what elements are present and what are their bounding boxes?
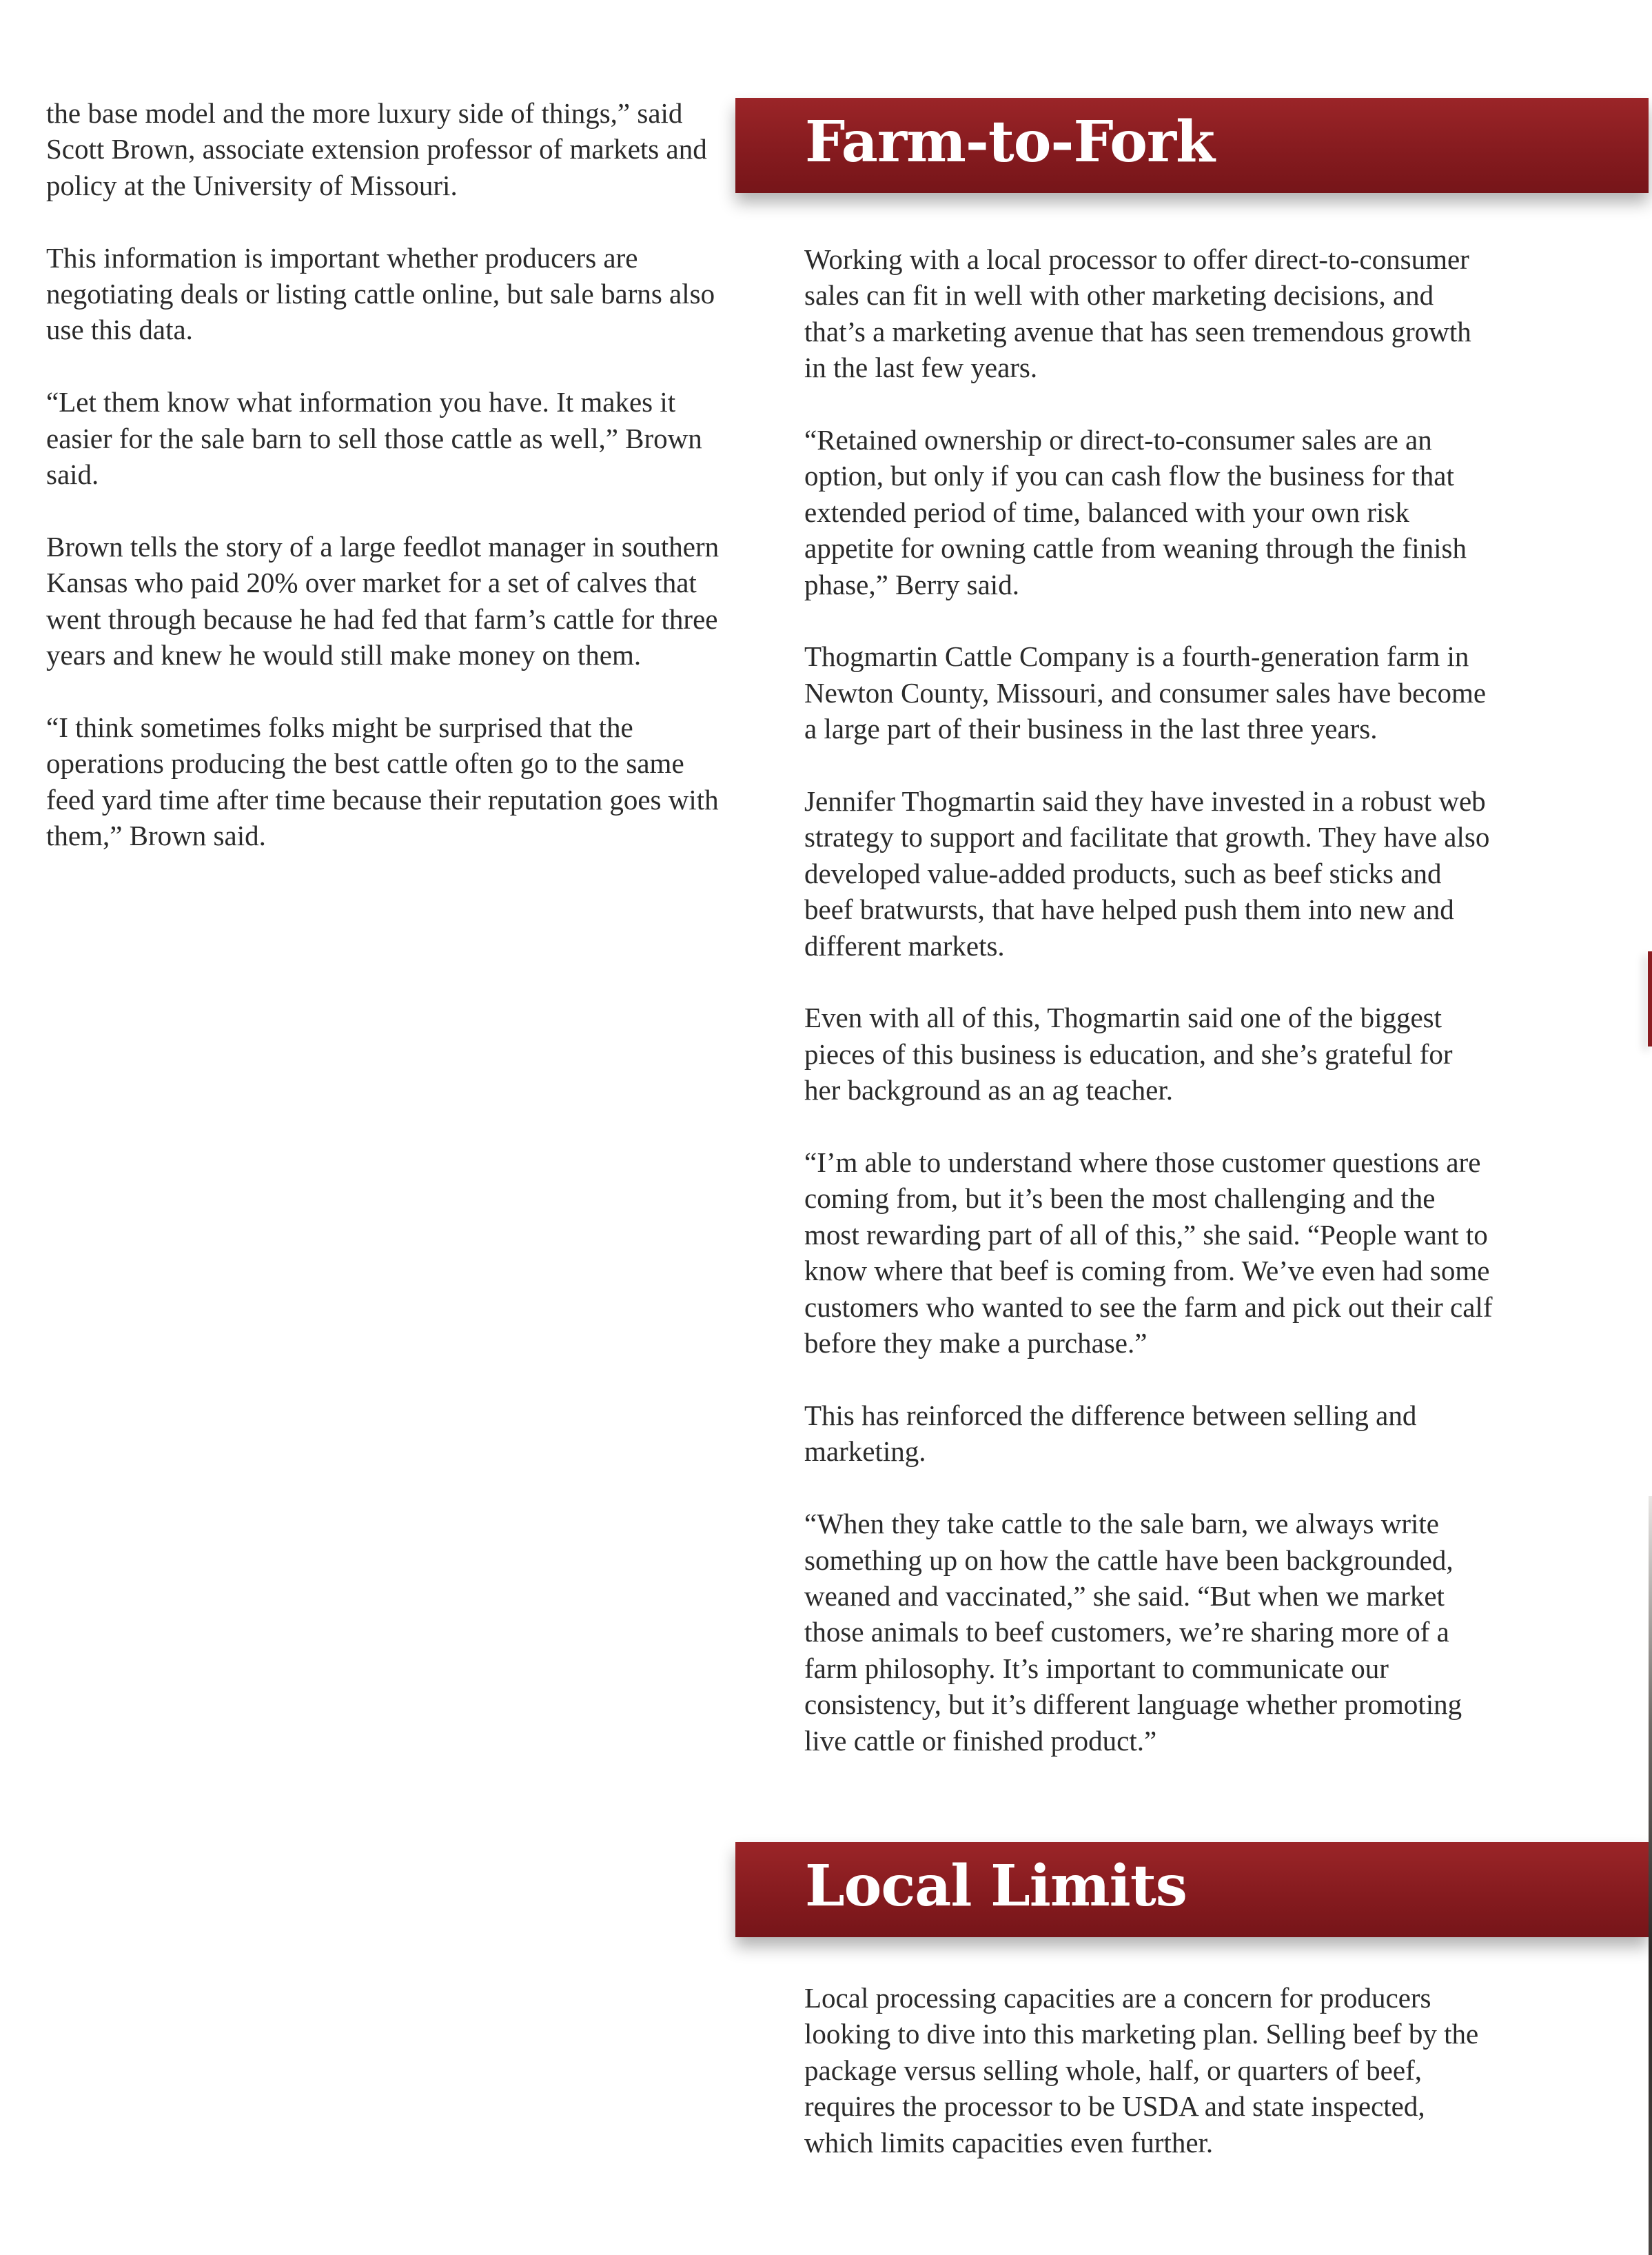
- paragraph: Even with all of this, Thogmartin said one of the biggest pieces of this business is education, and she’s grateful for her background as an ag teacher.: [804, 1002, 1453, 1106]
- paragraph: the base model and the more luxury side of things,” said Scott Brown, associate extension professor of markets and policy at the University of Missouri.: [46, 97, 707, 201]
- section-banner-local-limits: [735, 1842, 1649, 1937]
- paragraph: “Let them know what information you have. It makes it easier for the sale barn to sell those cattle as well,” Brown said.: [46, 386, 702, 491]
- paragraph: This has reinforced the difference between selling and marketing.: [804, 1399, 1417, 1468]
- section-heading: Farm-to-Fork: [805, 109, 1214, 175]
- paragraph: “I think sometimes folks might be surprised that the operations producing the best cattle often go to the same feed yard time after time because their reputation goes with them,” Brown said.: [46, 711, 719, 852]
- paragraph: “I’m able to understand where those customer questions are coming from, but it’s been the most challenging and the most rewarding part of all of this,” she said. “People want to know where that beef is coming from. We’ve even had some customers who wanted to see the farm and pick out their calf before they make a purchase.”: [804, 1146, 1493, 1359]
- page-edge-photo-strip: [1649, 1496, 1652, 2255]
- left-column: [46, 95, 735, 890]
- paragraph: Jennifer Thogmartin said they have invested in a robust web strategy to support and facilitate that growth. They have also developed value-added products, such as beef sticks and beef bratwursts, that have helped push them into new and different markets.: [804, 785, 1490, 962]
- section-banner-farm-to-fork: [735, 98, 1649, 193]
- section-heading: Local Limits: [805, 1853, 1187, 1919]
- farm-to-fork-column: [804, 241, 1493, 1794]
- paragraph: “Retained ownership or direct-to-consumer sales are an option, but only if you can cash flow the business for that extended period of time, balanced with your own risk appetite for owning cattle from weaning through the finish phase,” Berry said.: [804, 424, 1467, 600]
- page-edge-tab: [1648, 951, 1652, 1046]
- paragraph: This information is important whether producers are negotiating deals or listing cattle online, but sale barns also use this data.: [46, 241, 715, 346]
- paragraph: Brown tells the story of a large feedlot manager in southern Kansas who paid 20% over market for a set of calves that went through because he had fed that farm’s cattle for three years and knew he would still make money on them.: [46, 530, 720, 671]
- paragraph: “When they take cattle to the sale barn, we always write something up on how the cattle have been backgrounded, weaned and vaccinated,” she said. “But when we market those animals to beef customers, we’re sharing more of a farm philosophy. It’s important to communicate our consistency, but it’s different language whether promoting live cattle or finished product.”: [804, 1508, 1462, 1757]
- paragraph: Working with a local processor to offer direct-to-consumer sales can fit in well with other marketing decisions, and that’s a marketing avenue that has seen tremendous growth in the last few years.: [804, 243, 1471, 384]
- paragraph: Thogmartin Cattle Company is a fourth-generation farm in Newton County, Missouri, and consumer sales have become a large part of their business in the last three years.: [804, 640, 1487, 745]
- local-limits-column: [804, 1980, 1493, 2196]
- paragraph: Local processing capacities are a concern for producers looking to dive into this marketing plan. Selling beef by the package versus selling whole, half, or quarters of beef, requires the processor to be USDA and state inspected, which limits capacities even further.: [804, 1982, 1479, 2158]
